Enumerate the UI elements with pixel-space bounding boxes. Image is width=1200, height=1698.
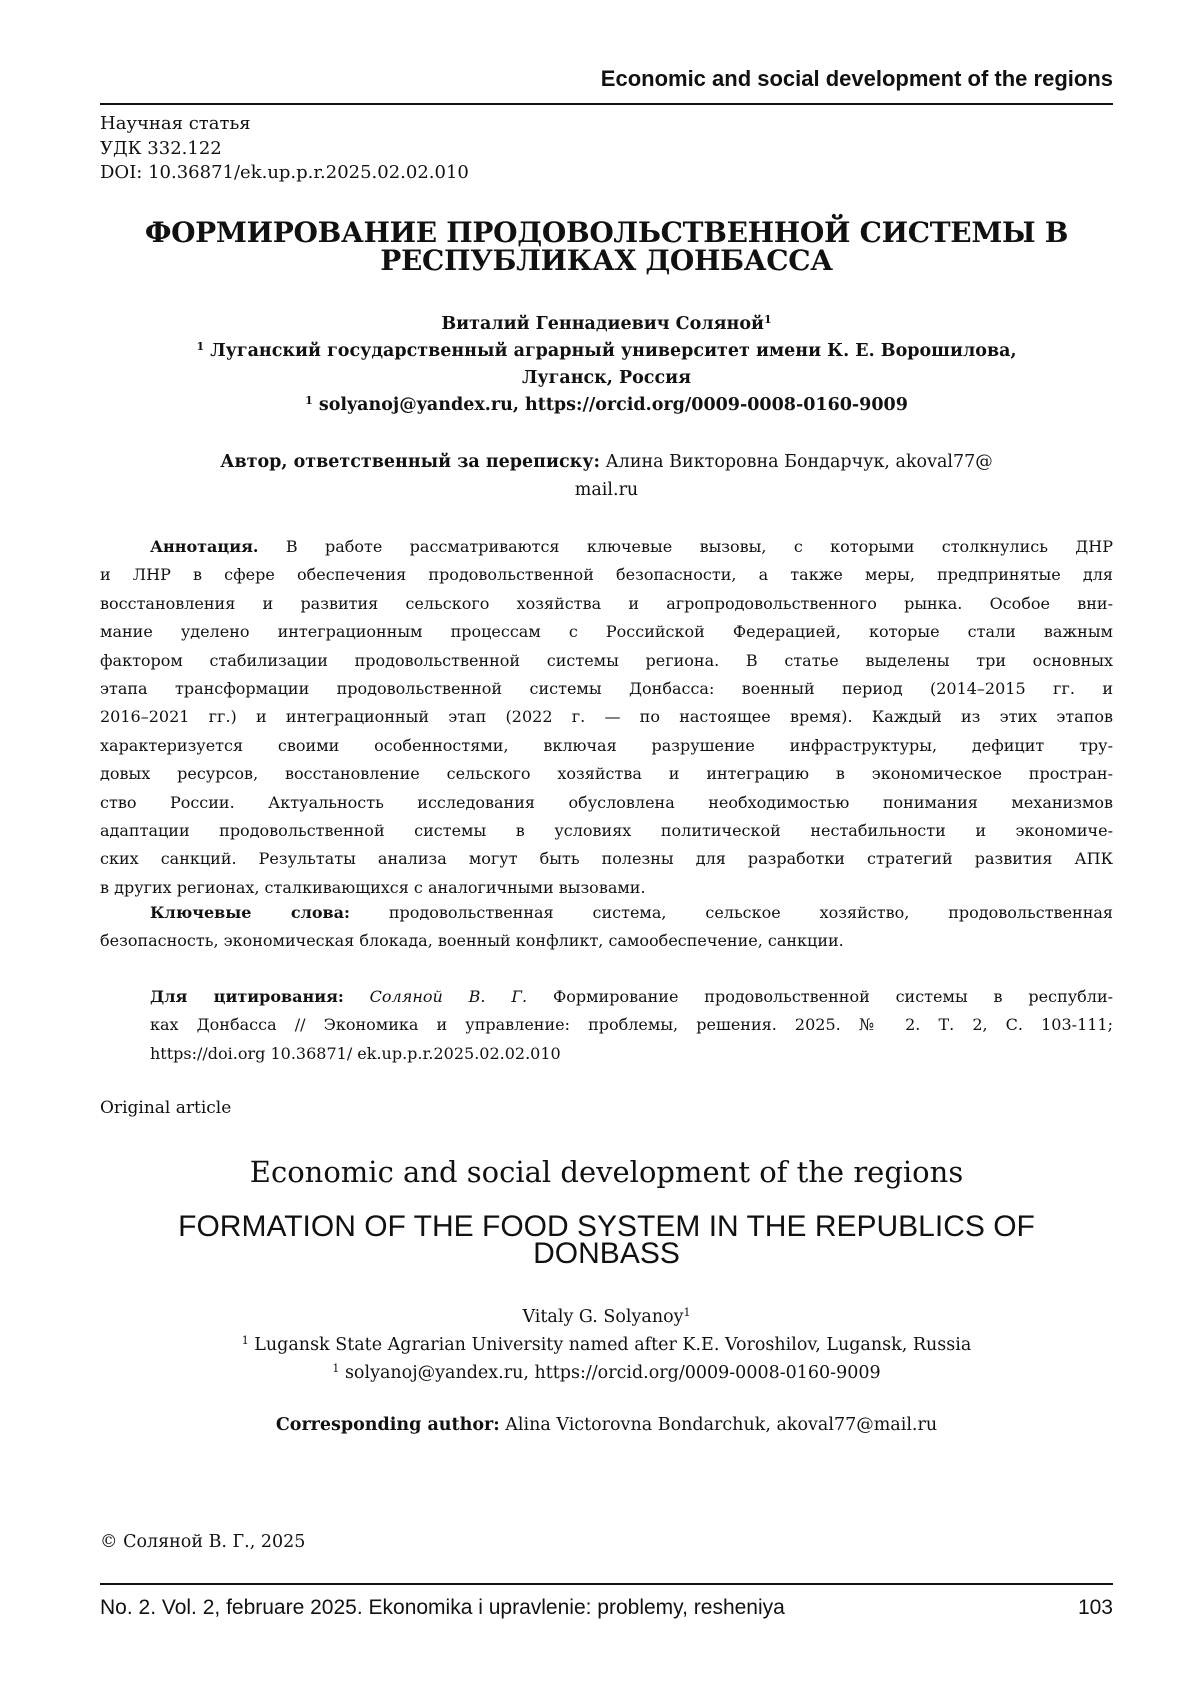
abstract-line: фактором стабилизации продовольственной системы региона. В статье выделены три основных (100, 650, 1113, 670)
abstract-label: Аннотация. (150, 537, 259, 556)
affiliation: $^1$ Луганский государственный аграрный университет имени К. Е. Ворошилова, (196, 340, 1017, 361)
title-en (100, 1210, 1113, 1270)
author-block-ru (100, 311, 1113, 419)
abstract (100, 533, 1113, 902)
doi[interactable]: DOI: 10.36871/ek.up.p.r.2025.02.02.010 (100, 162, 469, 183)
affiliation-city: Луганск, Россия (521, 368, 692, 388)
abstract-line: ских санкций. Результаты анализа могут быть полезны для разработки стратегий развития АПК (100, 849, 1113, 869)
title-en-line: FORMATION OF THE FOOD SYSTEM IN THE REPUBLICS OF (178, 1210, 1035, 1243)
section-title-en: Economic and social development of the regions (249, 1155, 964, 1189)
running-header: Economic and social development of the regions (600, 66, 1113, 91)
title-ru-line: ФОРМИРОВАНИЕ ПРОДОВОЛЬСТВЕННОЙ СИСТЕМЫ В (144, 216, 1069, 249)
abstract-line: в других регионах, сталкивающихся с аналогичными вызовами. (100, 877, 646, 897)
abstract-line: адаптации продовольственной системы в условиях политической нестабильности и экономиче- (100, 820, 1113, 840)
author-contacts: $^1$ solyanoj@yandex.ru, https://orcid.org/0009-0008-0160-9009 (305, 394, 908, 415)
abstract-line: 2016–2021 гг.) и интеграционный этап (2022 г. — по настоящее время). Каждый из этих этапов (100, 707, 1113, 727)
abstract-line: восстановления и развития сельского хозяйства и агропродовольственного рынка. Особое вни- (100, 593, 1113, 613)
copyright: © Соляной В. Г., 2025 (100, 1532, 306, 1552)
author-block-en: Vitaly G. Solyanoy$^1$ $^1$ Lugansk State Agrarian University named after K.E. Voroshilov, Lugansk, Russia $^1$ solyanoj@yandex.ru, https://orcid.org/0009-0008-0160-9009 (241, 1306, 972, 1383)
abstract-line: довых ресурсов, восстановление сельского хозяйства и интеграцию в экономическое простран- (100, 764, 1113, 784)
footer-rule (100, 1583, 1113, 1585)
original-article-label: Original article (100, 1098, 232, 1118)
article-type: Научная статья (100, 113, 251, 134)
title-en-line: DONBASS (533, 1237, 680, 1270)
abstract-line: этапа трансформации продовольственной системы Донбасса: военный период (2014–2015 гг. и (100, 678, 1113, 698)
title-ru (100, 216, 1113, 277)
keywords: Ключевые слова: продовольственная система, сельское хозяйство, продовольственная безопасность, экономическая блокада, военный конфликт, самообеспечение, санкции. (100, 903, 1113, 951)
citation: Для цитирования: Соляной В. Г. Формирование продовольственной системы в республи- ках Донбасса // Экономика и управление: проблемы, решения. 2025. № 2. Т. 2, С. 103-111; https://doi.org 10.36871/ ek.up.p.r.2025.02.02.010 (150, 987, 1114, 1063)
abstract-line: характеризуется своими особенностями, включая разрушение инфраструктуры, дефицит тру- (100, 735, 1113, 755)
title-ru-line: РЕСПУБЛИКАХ ДОНБАССА (380, 244, 833, 277)
abstract-line: Аннотация. В работе рассматриваются ключевые вызовы, с которыми столкнулись ДНР (150, 537, 1113, 556)
udc: УДК 332.122 (100, 137, 222, 159)
author-name: Виталий Геннадиевич Соляной$^1$ (441, 313, 772, 334)
abstract-line: ство России. Актуальность исследования обусловлена необходимостью понимания механизмов (100, 792, 1113, 812)
corresponding-author-ru: Автор, ответственный за переписку: Алина Викторовна Бондарчук, akoval77@ mail.ru (220, 452, 993, 500)
journal-info: No. 2. Vol. 2, februare 2025. Ekonomika i upravlenie: problemy, resheniya (100, 1596, 785, 1619)
abstract-line: и ЛНР в сфере обеспечения продовольственной безопасности, а также меры, предпринятые для (100, 565, 1113, 585)
page-footer (100, 1596, 1113, 1620)
page-number: 103 (1077, 1596, 1113, 1619)
abstract-line: мание уделено интеграционным процессам с Российской Федерацией, которые стали важным (100, 622, 1113, 642)
header-rule (100, 103, 1113, 105)
corresponding-author-en: Corresponding author: Alina Victorovna Bondarchuk, akoval77@mail.ru (275, 1415, 938, 1435)
article-meta (100, 112, 469, 186)
